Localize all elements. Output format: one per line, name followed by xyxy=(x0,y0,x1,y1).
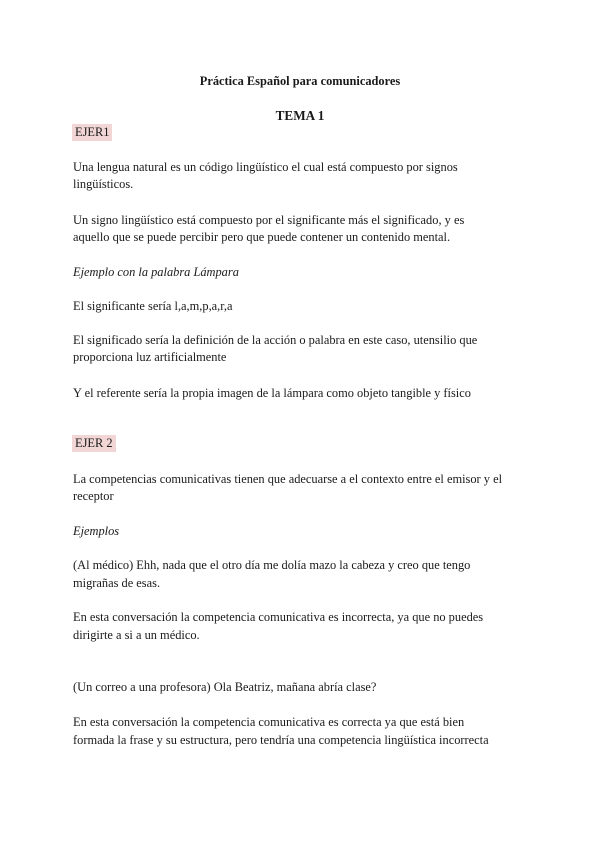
paragraph-line: El significante sería l,a,m,p,a,r,a xyxy=(73,299,233,313)
paragraph-line: receptor xyxy=(73,489,114,503)
paragraph-line: La competencias comunicativas tienen que adecuarse a el contexto entre el emisor y el xyxy=(73,472,503,486)
paragraph-line: Un signo lingüístico está compuesto por el significante más el significado, y es xyxy=(73,213,465,227)
paragraph-line: Y el referente sería la propia imagen de la lámpara como objeto tangible y físico xyxy=(73,386,471,400)
paragraph-line: Una lengua natural es un código lingüístico el cual está compuesto por signos xyxy=(73,160,458,174)
paragraph-line: aquello que se puede percibir pero que puede contener un contenido mental. xyxy=(73,230,451,244)
paragraph-line: proporciona luz artificialmente xyxy=(73,350,227,364)
tema-heading: TEMA 1 xyxy=(275,108,325,123)
paragraph-line: formada la frase y su estructura, pero tendría una competencia lingüística incorrecta xyxy=(73,733,489,747)
examples-label: Ejemplos xyxy=(73,524,120,538)
paragraph-line: En esta conversación la competencia comunicativa es correcta ya que está bien xyxy=(73,715,465,729)
paragraph-line: dirigirte a si a un médico. xyxy=(73,628,200,642)
paragraph-line: (Un correo a una profesora) Ola Beatriz, mañana abría clase? xyxy=(73,680,377,694)
paragraph-line: lingüísticos. xyxy=(73,177,134,191)
paragraph-line: migrañas de esas. xyxy=(73,576,161,590)
paragraph-line: En esta conversación la competencia comunicativa es incorrecta, ya que no puedes xyxy=(73,610,484,624)
section-heading-ejer2: EJER 2 xyxy=(72,435,116,452)
section-heading-ejer1: EJER1 xyxy=(72,124,112,141)
document-title: Práctica Español para comunicadores xyxy=(199,74,401,88)
paragraph-line: El significado sería la definición de la acción o palabra en este caso, utensilio que xyxy=(73,333,478,347)
paragraph-line: (Al médico) Ehh, nada que el otro día me dolía mazo la cabeza y creo que tengo xyxy=(73,558,471,572)
example-label: Ejemplo con la palabra Lámpara xyxy=(73,265,239,279)
